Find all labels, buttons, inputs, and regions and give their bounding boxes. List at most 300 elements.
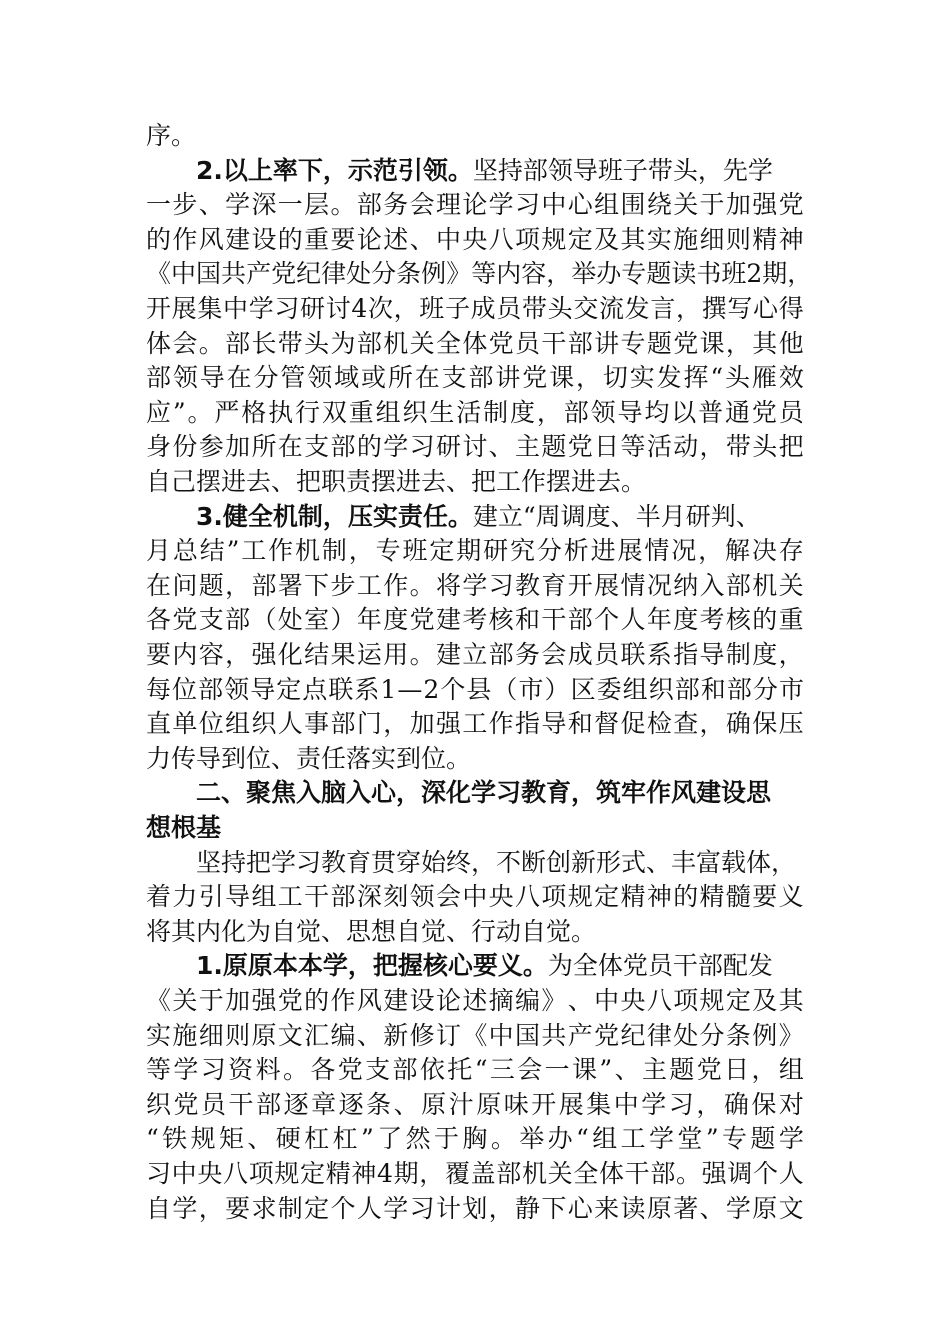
char: 处 xyxy=(673,1021,699,1050)
char: 。 xyxy=(409,640,435,669)
char: 的 xyxy=(356,432,382,461)
char: 查 xyxy=(673,709,699,738)
char: 展 xyxy=(171,294,197,323)
char: 部 xyxy=(725,571,751,600)
char: ， xyxy=(778,640,804,669)
char: 计 xyxy=(435,1194,461,1223)
char: 中 xyxy=(171,259,197,288)
char: 述 xyxy=(383,225,409,254)
char: 保 xyxy=(751,1090,777,1119)
char: 书 xyxy=(696,259,722,288)
char: 刻 xyxy=(383,882,409,911)
char: 风 xyxy=(356,986,382,1015)
char: 带 xyxy=(725,432,751,461)
char: 产 xyxy=(246,259,272,288)
char: 托 xyxy=(447,1055,473,1084)
char: ， xyxy=(546,259,572,288)
char: 实 xyxy=(146,1021,172,1050)
char: 设 xyxy=(251,225,277,254)
char: 县 xyxy=(466,675,492,704)
char: 要 xyxy=(752,882,778,911)
char: 分 xyxy=(752,675,778,704)
char: 作 xyxy=(268,536,294,565)
char: 理 xyxy=(435,190,461,219)
char: 胸 xyxy=(462,1124,488,1153)
char: 定 xyxy=(429,536,455,565)
char: 味 xyxy=(503,1090,529,1119)
char: 各 xyxy=(310,1055,336,1084)
char: 干 xyxy=(541,605,567,634)
paragraph-line xyxy=(146,672,804,708)
char: ， xyxy=(488,1194,514,1223)
char: 建 xyxy=(435,605,461,634)
char: 定 xyxy=(300,1159,326,1188)
char: 组 xyxy=(375,398,401,427)
char: — xyxy=(397,675,423,704)
char: 主 xyxy=(515,432,541,461)
paragraph-line xyxy=(146,118,196,154)
char: 度 xyxy=(510,398,536,427)
char: 决 xyxy=(751,536,777,565)
char: 部 xyxy=(330,432,356,461)
char: 举 xyxy=(519,1124,545,1153)
char: 、 xyxy=(614,1055,640,1084)
char: 层 xyxy=(304,190,330,219)
paragraph-line xyxy=(146,914,596,950)
char: ” xyxy=(705,1124,719,1153)
char: 、 xyxy=(699,1194,725,1223)
char: 或 xyxy=(361,363,387,392)
char: 流 xyxy=(598,294,624,323)
char: 》 xyxy=(778,1021,804,1050)
char: ， xyxy=(696,1090,722,1119)
char: 年 xyxy=(356,605,382,634)
char: 的 xyxy=(752,605,778,634)
char: 入 xyxy=(699,571,725,600)
char: 系 xyxy=(646,640,672,669)
char: 各 xyxy=(146,605,172,634)
char: 料 xyxy=(255,1055,281,1084)
char: 专 xyxy=(375,536,401,565)
char: “ xyxy=(576,1124,589,1153)
line-text: 为全体党员干部配发 xyxy=(547,951,773,980)
char: 长 xyxy=(251,329,277,358)
char: 一 xyxy=(146,190,172,219)
paragraph-line xyxy=(146,1052,804,1088)
char: 条 xyxy=(366,1090,392,1119)
char: 期 xyxy=(762,259,788,288)
char: 干 xyxy=(541,329,567,358)
char: 织 xyxy=(648,675,674,704)
paragraph-line xyxy=(146,464,646,500)
char: 党 xyxy=(673,329,699,358)
char: 体 xyxy=(598,1159,624,1188)
char: 每 xyxy=(146,675,172,704)
char: 均 xyxy=(644,398,670,427)
item-title: 3.健全机制，压实责任。 xyxy=(196,502,473,531)
char: 国 xyxy=(196,259,222,288)
char: 等 xyxy=(146,1055,172,1084)
char: 党 xyxy=(522,363,548,392)
char: 支 xyxy=(304,432,330,461)
line-text: 将其内化为自觉、思想自觉、行动自觉。 xyxy=(146,917,597,946)
char: 部 xyxy=(225,605,251,634)
char: 支 xyxy=(365,1055,391,1084)
char: 参 xyxy=(198,432,224,461)
char: 部 xyxy=(356,190,382,219)
char: 行 xyxy=(295,398,321,427)
paragraph-line xyxy=(146,1191,804,1227)
char: 文 xyxy=(778,1194,804,1223)
char: 办 xyxy=(596,259,622,288)
char: 规 xyxy=(274,1159,300,1188)
char: 读 xyxy=(620,1194,646,1223)
char: 编 xyxy=(515,986,541,1015)
char: 课 xyxy=(572,1055,598,1084)
char: 组 xyxy=(594,190,620,219)
char: 的 xyxy=(304,986,330,1015)
char: 动 xyxy=(673,432,699,461)
char: 会 xyxy=(435,882,461,911)
char: 果 xyxy=(330,640,356,669)
char: 于 xyxy=(198,986,224,1015)
char: 带 xyxy=(277,329,303,358)
char: 的 xyxy=(277,225,303,254)
char: 会 xyxy=(517,1055,543,1084)
char: 其 xyxy=(752,329,778,358)
char: 订 xyxy=(435,1021,461,1050)
paragraph-line xyxy=(146,879,804,915)
char: 来 xyxy=(594,1194,620,1223)
char: 和 xyxy=(567,709,593,738)
char: 部 xyxy=(496,1159,522,1188)
char: 、 xyxy=(488,432,514,461)
char: 覆 xyxy=(444,1159,470,1188)
paragraph-line xyxy=(146,291,804,327)
char: 讨 xyxy=(325,294,351,323)
char: 成 xyxy=(567,640,593,669)
paragraph-line xyxy=(146,360,804,396)
char: 律 xyxy=(646,1021,672,1050)
char: 《 xyxy=(146,259,172,288)
char: 国 xyxy=(515,1021,541,1050)
char: 央 xyxy=(462,225,488,254)
char: 班 xyxy=(402,536,428,565)
char: 组 xyxy=(225,709,251,738)
char: 写 xyxy=(727,294,753,323)
char: 一 xyxy=(544,1055,570,1084)
char: 体 xyxy=(462,329,488,358)
char: 教 xyxy=(515,571,541,600)
char: 容 xyxy=(198,640,224,669)
paragraph-line xyxy=(146,256,813,292)
char: 例 xyxy=(421,259,447,288)
char: 促 xyxy=(620,709,646,738)
char: 律 xyxy=(321,259,347,288)
char: 雁 xyxy=(751,363,777,392)
paragraph-line xyxy=(146,1156,804,1192)
char: 部 xyxy=(726,675,752,704)
char: 定 xyxy=(304,1194,330,1223)
char: 中 xyxy=(613,1090,639,1119)
char: 导 xyxy=(617,398,643,427)
char: 定 xyxy=(725,986,751,1015)
char: 项 xyxy=(673,986,699,1015)
char: 原 xyxy=(476,1090,502,1119)
char: 制 xyxy=(483,398,509,427)
char: 加 xyxy=(409,709,435,738)
char: 央 xyxy=(197,1159,223,1188)
char: 领 xyxy=(172,363,198,392)
char: 机 xyxy=(752,571,778,600)
char: 支 xyxy=(198,605,224,634)
char: 课 xyxy=(699,329,725,358)
char: 个 xyxy=(753,1159,779,1188)
char: 要 xyxy=(225,1194,251,1223)
char: 部 xyxy=(330,882,356,911)
char: 关 xyxy=(673,190,699,219)
char: 体 xyxy=(146,329,172,358)
char: 解 xyxy=(725,536,751,565)
char: 个 xyxy=(330,1194,356,1223)
char: 项 xyxy=(248,1159,274,1188)
char: 精 xyxy=(325,1159,351,1188)
char: 定 xyxy=(567,225,593,254)
char: 务 xyxy=(515,640,541,669)
char: 《 xyxy=(146,986,172,1015)
char: “ xyxy=(474,1055,488,1084)
char: 资 xyxy=(228,1055,254,1084)
char: 部 xyxy=(488,640,514,669)
char: ， xyxy=(225,571,251,600)
paragraph-line xyxy=(146,1087,804,1123)
char: 步 xyxy=(330,571,356,600)
char: 重 xyxy=(778,605,804,634)
char: 度 xyxy=(673,605,699,634)
char: 作 xyxy=(488,709,514,738)
char: 展 xyxy=(594,571,620,600)
char: 把 xyxy=(778,432,804,461)
char: 要 xyxy=(330,225,356,254)
char: ） xyxy=(544,675,570,704)
paragraph-line xyxy=(196,153,773,189)
char: 严 xyxy=(214,398,240,427)
char: 织 xyxy=(146,1090,172,1119)
char: 规 xyxy=(567,882,593,911)
char: 领 xyxy=(409,882,435,911)
char: 干 xyxy=(228,1090,254,1119)
char: 确 xyxy=(725,709,751,738)
char: 结 xyxy=(199,536,225,565)
char: 学 xyxy=(778,1124,804,1153)
char: 铁 xyxy=(162,1124,188,1153)
heading-text: 二、聚焦入脑入心，深化学习教育，筑牢作风建设思 xyxy=(196,778,772,807)
char: 在 xyxy=(226,363,252,392)
char: 例 xyxy=(752,1021,778,1050)
char: 度 xyxy=(752,640,778,669)
char: 部 xyxy=(225,329,251,358)
char: 子 xyxy=(444,294,470,323)
line-text: 坚持部领导班子带头，先学 xyxy=(472,156,773,185)
char: 其 xyxy=(620,225,646,254)
char: 则 xyxy=(725,225,751,254)
char: 精 xyxy=(620,882,646,911)
char: 关 xyxy=(409,329,435,358)
char: 进 xyxy=(590,536,616,565)
char: 央 xyxy=(620,986,646,1015)
char: 位 xyxy=(198,709,224,738)
char: ” xyxy=(172,398,186,427)
char: 部 xyxy=(567,329,593,358)
char: 学 xyxy=(173,1055,199,1084)
char: 中 xyxy=(462,882,488,911)
char: 加 xyxy=(225,432,251,461)
char: 年 xyxy=(646,605,672,634)
char: 修 xyxy=(409,1021,435,1050)
char: 习 xyxy=(409,432,435,461)
char: 工 xyxy=(241,536,267,565)
char: 神 xyxy=(778,225,804,254)
char: 、 xyxy=(247,1124,273,1153)
char: 中 xyxy=(541,190,567,219)
char: 讨 xyxy=(462,432,488,461)
char: 论 xyxy=(356,225,382,254)
char: 部 xyxy=(198,675,224,704)
char: 心 xyxy=(567,190,593,219)
char: 领 xyxy=(590,398,616,427)
char: 加 xyxy=(225,986,251,1015)
char: 逐 xyxy=(283,1090,309,1119)
char: 定 xyxy=(276,675,302,704)
char: 所 xyxy=(387,363,413,392)
char: 份 xyxy=(172,432,198,461)
char: 联 xyxy=(620,640,646,669)
char: 神 xyxy=(646,882,672,911)
char: 情 xyxy=(644,536,670,565)
char: 检 xyxy=(646,709,672,738)
char: 领 xyxy=(307,363,333,392)
char: 强 xyxy=(251,640,277,669)
char: 学 xyxy=(649,1124,675,1153)
char: 联 xyxy=(328,675,354,704)
char: 班 xyxy=(419,294,445,323)
char: 事 xyxy=(304,709,330,738)
char: 摘 xyxy=(488,986,514,1015)
char: 了 xyxy=(377,1124,403,1153)
char: 党 xyxy=(337,1055,363,1084)
char: 况 xyxy=(646,571,672,600)
char: 习 xyxy=(146,1159,172,1188)
char: 步 xyxy=(172,190,198,219)
char: 精 xyxy=(752,225,778,254)
char: ， xyxy=(676,294,702,323)
char: 中 xyxy=(594,986,620,1015)
char: 区 xyxy=(570,675,596,704)
char: ， xyxy=(699,432,725,461)
char: 产 xyxy=(567,1021,593,1050)
char: ， xyxy=(419,1159,445,1188)
char: 得 xyxy=(778,294,804,323)
paragraph-line xyxy=(146,1121,804,1157)
char: 研 xyxy=(435,432,461,461)
char: 干 xyxy=(304,882,330,911)
char: 育 xyxy=(541,571,567,600)
char: 编 xyxy=(330,1021,356,1050)
char: 中 xyxy=(488,1021,514,1050)
char: 、 xyxy=(198,190,224,219)
char: 成 xyxy=(470,294,496,323)
char: 分 xyxy=(253,363,279,392)
char: 党 xyxy=(271,259,297,288)
char: 学 xyxy=(248,294,274,323)
char: 单 xyxy=(172,709,198,738)
char: ， xyxy=(787,259,813,288)
char: 展 xyxy=(558,1090,584,1119)
char: 他 xyxy=(778,329,804,358)
char: 学 xyxy=(488,190,514,219)
char: 普 xyxy=(698,398,724,427)
char: 制 xyxy=(277,1194,303,1223)
paragraph-line xyxy=(146,187,804,223)
char: 求 xyxy=(251,1194,277,1223)
paragraph-line xyxy=(196,845,796,881)
char: 的 xyxy=(146,225,172,254)
char: 风 xyxy=(198,225,224,254)
char: 确 xyxy=(723,1090,749,1119)
char: 部 xyxy=(674,675,700,704)
char: 党 xyxy=(696,1055,722,1084)
char: 核 xyxy=(488,605,514,634)
char: 点 xyxy=(302,675,328,704)
char: 办 xyxy=(547,1124,573,1153)
char: 将 xyxy=(435,571,461,600)
char: 格 xyxy=(241,398,267,427)
char: 论 xyxy=(462,190,488,219)
char: ， xyxy=(393,294,419,323)
char: 。 xyxy=(676,1159,702,1188)
char: 要 xyxy=(146,640,172,669)
char: 心 xyxy=(567,1194,593,1223)
char: 重 xyxy=(348,398,374,427)
paragraph-line xyxy=(146,637,804,673)
char: 八 xyxy=(223,1159,249,1188)
char: 核 xyxy=(725,605,751,634)
char: 考 xyxy=(699,605,725,634)
char: 保 xyxy=(752,709,778,738)
char: 头 xyxy=(752,432,778,461)
char: 问 xyxy=(172,571,198,600)
char: 。 xyxy=(198,329,224,358)
char: 、 xyxy=(409,225,435,254)
char: 月 xyxy=(146,536,172,565)
char: 分 xyxy=(536,536,562,565)
char: 交 xyxy=(573,294,599,323)
char: 新 xyxy=(383,1021,409,1050)
char: 共 xyxy=(541,1021,567,1050)
char: 日 xyxy=(594,432,620,461)
char: 围 xyxy=(620,190,646,219)
char: 。 xyxy=(490,1124,516,1153)
char: 学 xyxy=(172,1194,198,1223)
char: 和 xyxy=(700,675,726,704)
char: 员 xyxy=(201,1090,227,1119)
char: 题 xyxy=(541,432,567,461)
char: 髓 xyxy=(725,882,751,911)
char: 分 xyxy=(371,259,397,288)
char: 强 xyxy=(701,1159,727,1188)
char: 一 xyxy=(277,190,303,219)
char: 建 xyxy=(383,986,409,1015)
